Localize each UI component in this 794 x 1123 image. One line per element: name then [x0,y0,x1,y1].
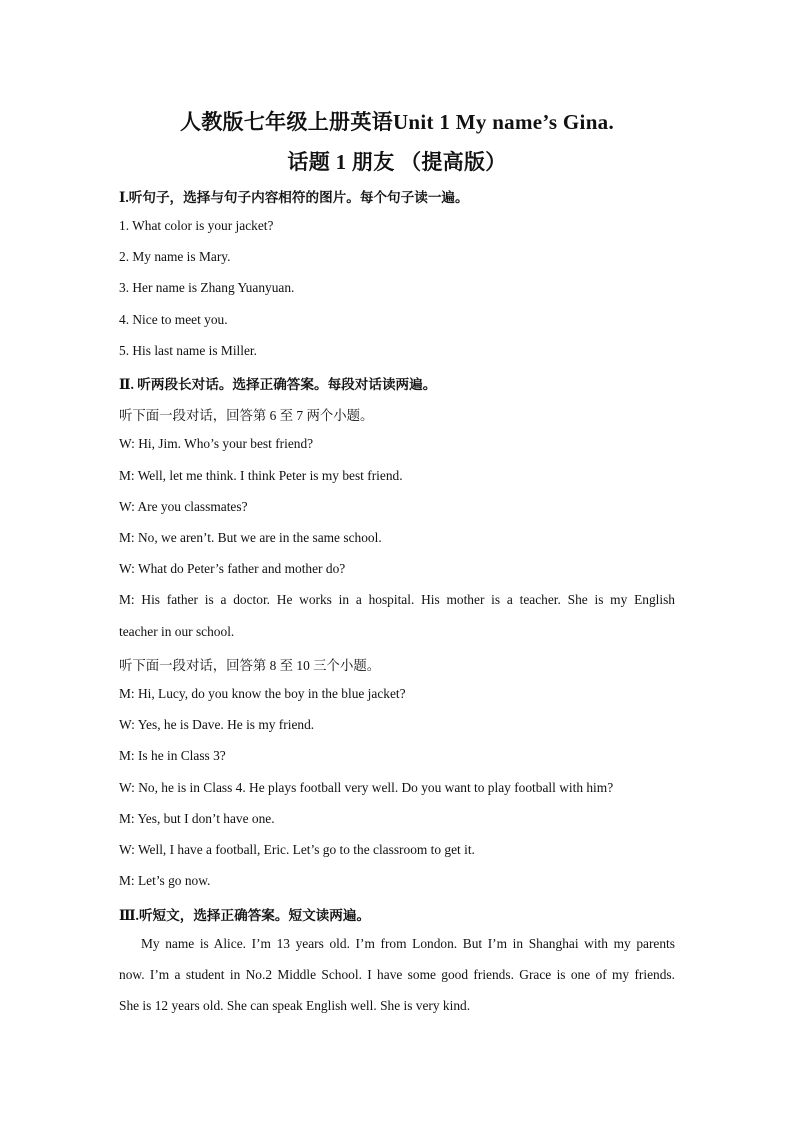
dialog-line: W: Well, I have a football, Eric. Let’s go to the classroom to get it. [119,842,475,857]
section-1-heading: Ⅰ.听句子，选择与句子内容相符的图片。每个句子读一遍。 [119,190,469,205]
section-3-heading: Ⅲ.听短文，选择正确答案。短文读两遍。 [119,908,371,923]
dialog-line: W: What do Peter’s father and mother do? [119,561,346,576]
dialog-line: W: No, he is in Class 4. He plays football very well. Do you want to play football with him? [119,780,614,795]
passage-line: now. I’m a student in No.2 Middle School. I have some good friends. Grace is one of my friends. [119,967,675,982]
document-title: 人教版七年级上册英语Unit 1 My name’s Gina. [179,110,615,134]
passage-line: My name is Alice. I’m 13 years old. I’m from London. But I’m in Shanghai with my parents [141,936,675,951]
section-2-heading: Ⅱ. 听两段长对话。选择正确答案。每段对话读两遍。 [119,377,437,392]
passage-line: She is 12 years old. She can speak English well. She is very kind. [119,998,471,1013]
sentence-item: 5. His last name is Miller. [119,343,257,358]
dialog-line: M: No, we aren’t. But we are in the same school. [119,530,382,545]
dialog-1-intro: 听下面一段对话，回答第 6 至 7 两个小题。 [119,408,374,423]
dialog-line: M: Is he in Class 3? [119,748,226,763]
dialog-line: M: Let’s go now. [119,873,211,888]
sentence-item: 2. My name is Mary. [119,249,231,264]
sentence-item: 3. Her name is Zhang Yuanyuan. [119,280,295,295]
sentence-item: 4. Nice to meet you. [119,312,228,327]
dialog-line: M: Hi, Lucy, do you know the boy in the blue jacket? [119,686,406,701]
dialog-line: teacher in our school. [119,624,235,639]
dialog-2-intro: 听下面一段对话，回答第 8 至 10 三个小题。 [119,658,381,673]
dialog-line: W: Are you classmates? [119,499,248,514]
dialog-line: M: Yes, but I don’t have one. [119,811,275,826]
document-subtitle: 话题 1 朋友 （提高版） [287,150,507,174]
sentence-item: 1. What color is your jacket? [119,218,274,233]
dialog-line: M: Well, let me think. I think Peter is my best friend. [119,468,403,483]
dialog-line: W: Yes, he is Dave. He is my friend. [119,717,315,732]
dialog-line: M: His father is a doctor. He works in a hospital. His mother is a teacher. She is my English [119,592,675,607]
dialog-line: W: Hi, Jim. Who’s your best friend? [119,436,314,451]
